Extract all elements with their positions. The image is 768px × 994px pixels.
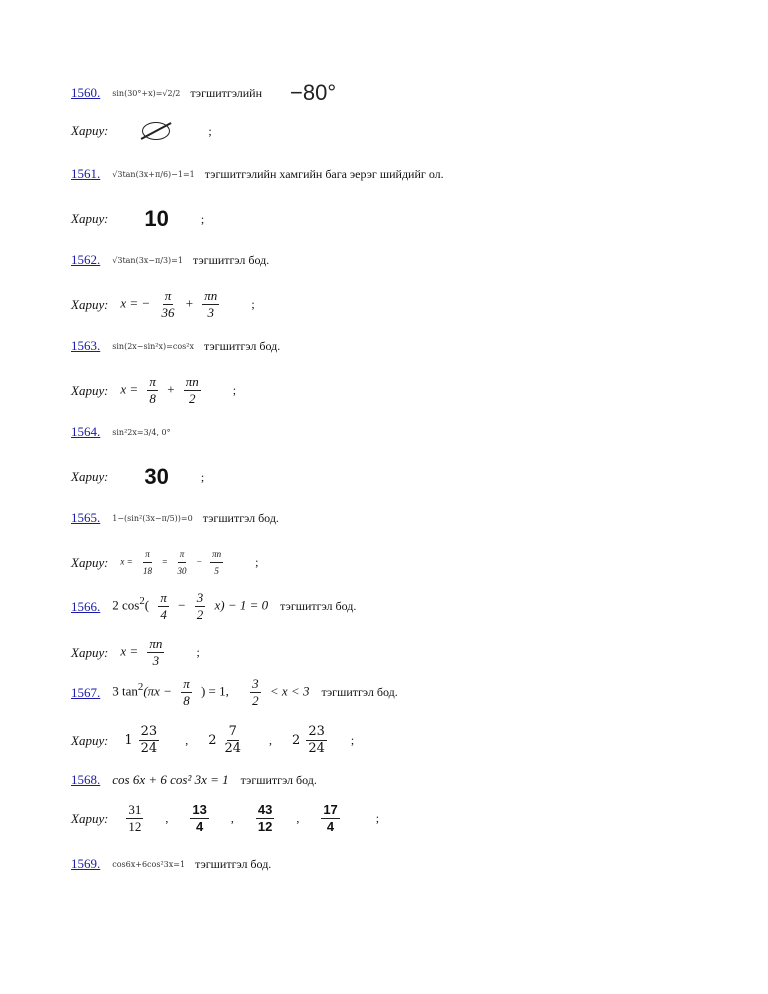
problem-text: тэгшитгэл бод.	[192, 252, 270, 267]
answer-value: 30	[144, 464, 169, 489]
answer-label: Хариу:	[71, 211, 109, 226]
problem-text: тэгшитгэл бод.	[280, 599, 357, 613]
problem-text: тэгшитгэл бод.	[203, 338, 281, 353]
answer-1560: Хариу: ;	[71, 123, 212, 138]
empty-set-icon	[142, 122, 170, 140]
answer-expression: x = $\frac{\pi n}{3}$	[120, 636, 163, 668]
answer-1565: Хариу: x = $\frac{\pi}{18}$ = $\frac{\pi}{30}$ − $\frac{\pi n}{5}$ ;	[71, 546, 728, 579]
mixed-fraction: 2 $\frac{7}{24}$	[208, 724, 242, 756]
answer-1567: Хариу: 1 $\frac{23}{24}$ , 2 $\frac{7}{24}$ , 2 $\frac{23}{24}$ ;	[71, 724, 355, 756]
answer-label: Хариу:	[71, 810, 109, 826]
problem-1568	[71, 772, 728, 788]
problem-1567	[71, 676, 728, 709]
problem-text: тэгшитгэл бод.	[202, 510, 279, 525]
equation: 3 $\tan^2(\pi x$ − $\frac{\pi}{8}$ ) = 1, $\frac{3}{2}$ < x < 3	[112, 676, 310, 708]
problem-number[interactable]: 1564.	[71, 424, 101, 439]
answer-1562: Хариу: x = − $\frac{\pi}{36}$ + $\frac{\pi n}{3}$ ;	[71, 288, 255, 320]
answer-label: Хариу:	[71, 469, 109, 484]
equation: sin(2x−sin²x)=cos²x	[112, 341, 194, 351]
equation: cos 6x + 6 cos² 3x = 1	[112, 772, 229, 787]
answer-1563: Хариу: x = $\frac{\pi}{8}$ + $\frac{\pi n}{2}$ ;	[71, 374, 237, 406]
answer-expression: x = − $\frac{\pi}{36}$ + $\frac{\pi n}{3}$	[120, 288, 218, 320]
problem-number[interactable]: 1561.	[71, 166, 101, 181]
answer-1564: Хариу: 30 ;	[71, 464, 205, 489]
mixed-fraction: 1 $\frac{23}{24}$	[124, 724, 158, 756]
answer-label: Хариу:	[71, 382, 109, 398]
problem-text: тэгшитгэл бод.	[240, 772, 317, 787]
equation: √3tan(3x−π/3)=1	[112, 255, 183, 265]
answer-value: 10	[144, 206, 169, 231]
problem-text: тэгшитгэлийн	[190, 85, 263, 100]
problem-number[interactable]: 1560.	[71, 85, 101, 100]
mixed-fraction: 2 $\frac{23}{24}$	[292, 724, 325, 756]
problem-1562	[71, 252, 728, 268]
problem-number[interactable]: 1562.	[71, 252, 101, 267]
answer-expression: x = $\frac{\pi}{18}$ = $\frac{\pi}{30}$ − $\frac{\pi n}{5}$	[120, 546, 229, 579]
problem-1565	[71, 510, 728, 526]
problem-number[interactable]: 1563.	[71, 338, 101, 353]
answer-label: Хариу:	[71, 644, 109, 660]
equation: √3tan(3x+π/6)−1=1	[112, 169, 195, 179]
problem-1563	[71, 338, 728, 354]
answer-label: Хариу:	[71, 554, 109, 570]
problem-1564	[71, 424, 728, 440]
fraction: $\frac{43}{12}$	[257, 802, 273, 834]
problem-number[interactable]: 1567.	[71, 684, 101, 700]
equation: sin(30°+x)=√2/2	[112, 88, 181, 98]
fraction: $\frac{31}{12}$	[128, 802, 142, 834]
problem-number[interactable]: 1569.	[71, 856, 101, 871]
equation: 1−(sin²(3x−π/5))=0	[112, 513, 193, 523]
problem-1569	[71, 856, 728, 872]
equation: 2 $\cos^2$( $\frac{\pi}{4}$ − $\frac{3}{2}$ x) − 1 = 0	[112, 590, 269, 622]
answer-label: Хариу:	[71, 296, 109, 312]
fraction: $\frac{13}{4}$	[192, 802, 207, 834]
problem-number[interactable]: 1568.	[71, 772, 101, 787]
problem-number[interactable]: 1565.	[71, 510, 101, 525]
answer-1561: Хариу: 10 ;	[71, 206, 205, 231]
problem-number[interactable]: 1566.	[71, 598, 101, 614]
answer-expression: x = $\frac{\pi}{8}$ + $\frac{\pi n}{2}$	[120, 374, 199, 406]
problem-1566	[71, 590, 728, 623]
problem-1560	[71, 80, 728, 106]
answer-1568: Хариу: $\frac{31}{12}$ , $\frac{13}{4}$ , $\frac{43}{12}$ , $\frac{17}{4}$ ;	[71, 802, 380, 834]
equation-value: −80°	[290, 80, 337, 105]
problem-text: тэгшитгэл бод.	[195, 856, 272, 871]
equation: cos6x+6cos²3x=1	[112, 859, 186, 869]
problem-text: тэгшитгэл бод.	[321, 685, 398, 699]
problem-text: тэгшитгэлийн хамгийн бага эерэг шийдийг ол.	[204, 166, 444, 181]
answer-label: Хариу:	[71, 123, 109, 138]
answer-1566: Хариу: x = $\frac{\pi n}{3}$ ;	[71, 636, 200, 668]
fraction: $\frac{17}{4}$	[323, 802, 338, 834]
equation: sin²2x=3/4, 0°	[112, 427, 171, 437]
answer-label: Хариу:	[71, 732, 109, 748]
problem-1561	[71, 166, 728, 182]
